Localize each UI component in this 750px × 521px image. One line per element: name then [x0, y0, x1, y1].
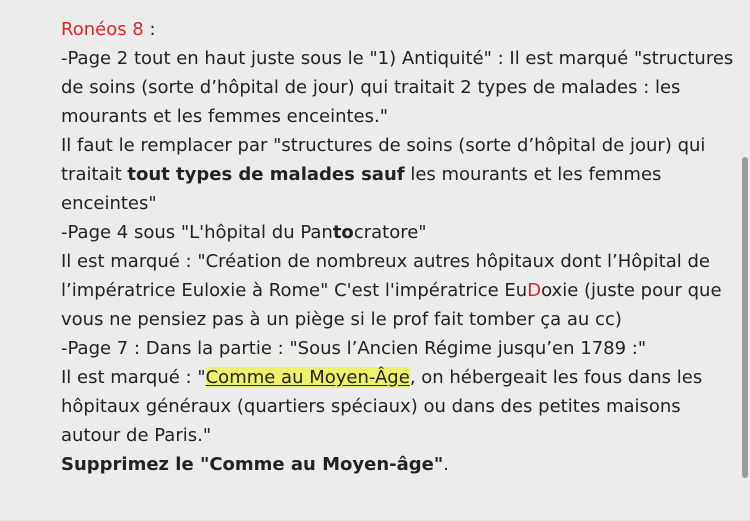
scrollbar-track[interactable]: [740, 0, 750, 521]
post-title: Ronéos 8: [61, 19, 144, 40]
correction-bold: tout types de malades sauf: [127, 164, 405, 185]
correction-text-start: Il faut le remplacer par "structures de soins (sorte d’hôpital de jour) qui traitait: [61, 135, 706, 185]
page7-text-end: , on hébergeait les fous dans les hôpitaux généraux (quartiers spéciaux) ou dans des petites maisons autour de Paris.": [61, 367, 703, 446]
post-title-line: [61, 15, 737, 44]
erratum-page-2: -Page 2 tout en haut juste sous le "1) Antiquité" : Il est marqué "structures de soins (sorte d’hôpital de jour) qui traitait 2 types de malades : les mourants et les femmes enceintes.": [61, 48, 734, 127]
page7-text-start: Il est marqué : ": [61, 367, 206, 388]
scrollbar-thumb[interactable]: [742, 157, 748, 478]
highlighted-phrase: Comme au Moyen-Âge: [205, 367, 410, 388]
post-title-colon: :: [143, 19, 156, 40]
post-content: [61, 15, 737, 479]
erratum-page-2-correction: [61, 131, 737, 218]
page4-text-start: -Page 4 sous "L'hôpital du Pan: [61, 222, 333, 243]
detail-red-d: D: [527, 280, 542, 301]
erratum-instruction: [61, 450, 737, 479]
erratum-page-4-detail: [61, 247, 737, 334]
correction-text-end: les mourants et les femmes enceintes": [61, 164, 662, 214]
erratum-page-4: [61, 218, 737, 247]
instruction-bold: Supprimez le "Comme au Moyen-âge": [61, 454, 444, 475]
instruction-period: .: [443, 454, 449, 475]
detail-text-start: Il est marqué : "Création de nombreux autres hôpitaux dont l’Hôpital de l’impératrice Euloxie à Rome" C'est l'impératrice: [61, 251, 710, 301]
page4-text-end: cratore": [353, 222, 427, 243]
erratum-page-7: -Page 7 : Dans la partie : "Sous l’Ancien Régime jusqu’en 1789 :": [61, 338, 647, 359]
page4-bold: to: [332, 222, 354, 243]
detail-text-end: oxie (juste pour que vous ne pensiez pas à un piège si le prof fait tomber ça au cc): [61, 280, 722, 330]
detail-eu: Eu: [504, 280, 528, 301]
erratum-page-7-detail: [61, 363, 737, 450]
